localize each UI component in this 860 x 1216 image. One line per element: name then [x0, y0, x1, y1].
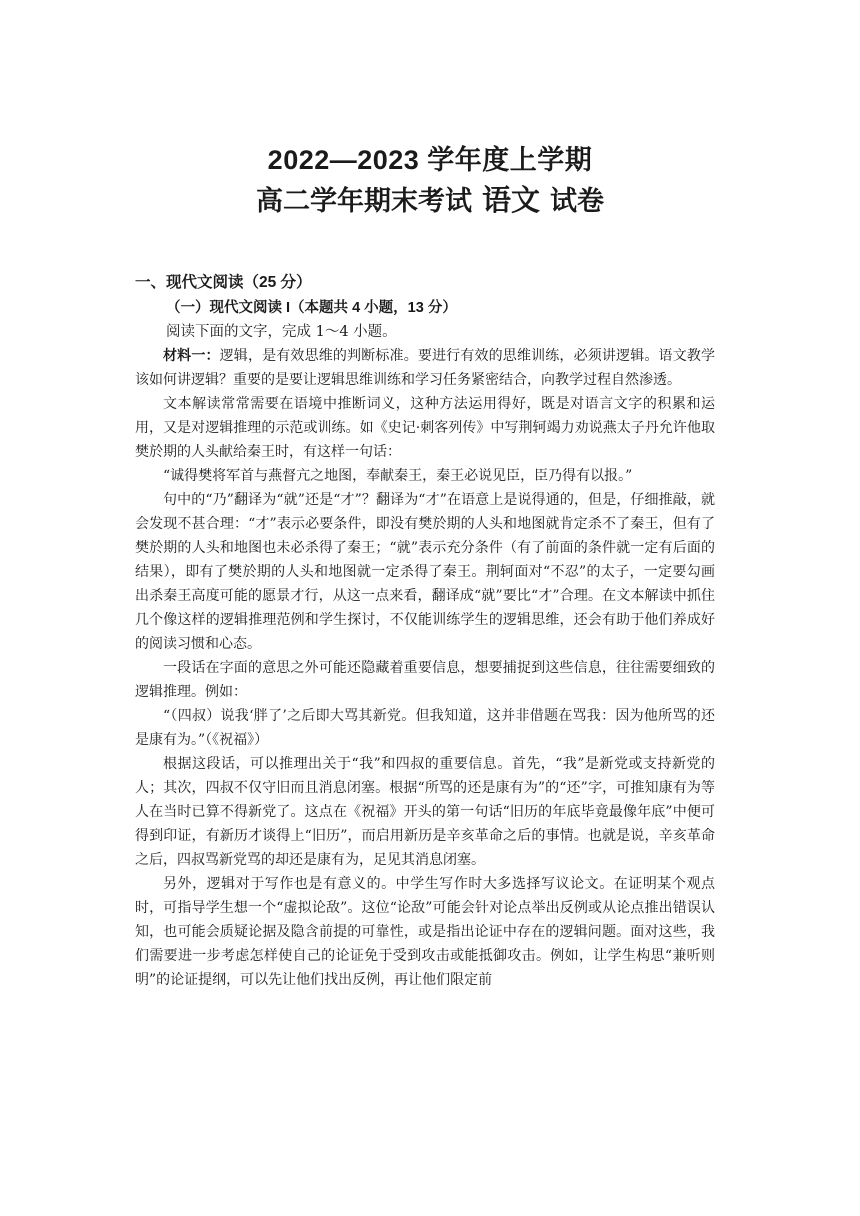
material-label: 材料一： — [163, 348, 220, 364]
paragraph-7: 根据这段话，可以推理出关于“我”和四叔的重要信息。首先，“我”是新党或支持新党的人；其次，四叔不仅守旧而且消息闭塞。根据“所骂的还是康有为”的“还”字，可推知康有为等人在当时已算不得新党了。这点在《祝福》开头的第一句话“旧历的年底毕竟最像年底”中便可得到印证，有新历才谈得上“旧历”，而启用新历是辛亥革命之后的事情。也就是说，辛亥革命之后，四叔骂新党骂的却还是康有为，足见其消息闭塞。 — [135, 756, 715, 868]
reading-instruction: 阅读下面的文字，完成 1～4 小题。 — [166, 324, 397, 340]
section-heading: 一、现代文阅读（25 分） — [135, 274, 312, 291]
paragraph-1 — [135, 344, 715, 392]
paragraph-4: 句中的“乃”翻译为“就”还是“才”？翻译为“才”在语意上是说得通的，但是，仔细推敲，就会发现不甚合理：“才”表示必要条件，即没有樊於期的人头和地图就肯定杀不了秦王，但有了樊於期的人头和地图也未必杀得了秦王；“就”表示充分条件（有了前面的条件就一定有后面的结果），即有了樊於期的人头和地图就一定杀得了秦王。荆轲面对“不忍”的太子，一定要勾画出杀秦王高度可能的愿景才行，从这一点来看，翻译成“就”要比“才”合理。在文本解读中抓住几个像这样的逻辑推理范例和学生探讨，不仅能训练学生的逻辑思维，还会有助于他们养成好的阅读习惯和心态。 — [135, 492, 715, 652]
paragraph-2: 文本解读常常需要在语境中推断词义，这种方法运用得好，既是对语言文字的积累和运用，又是对逻辑推理的示范或训练。如《史记·刺客列传》中写荆轲竭力劝说燕太子丹允许他取樊於期的人头献给秦王时，有这样一句话： — [135, 396, 715, 460]
reading-passage — [135, 344, 715, 992]
exam-title-prefix: 高二学年期末考试 — [255, 186, 472, 216]
exam-title-main — [0, 178, 860, 219]
paragraph-5: 一段话在字面的意思之外可能还隐藏着重要信息，想要捕捉到这些信息，往往需要细致的逻辑推理。例如： — [135, 660, 715, 700]
paragraph-8: 另外，逻辑对于写作也是有意义的。中学生写作时大多选择写议论文。在证明某个观点时，可指导学生想一个“虚拟论敌”。这位“论敌”可能会针对论点举出反例或从论点推出错误认知，也可能会质疑论据及隐含前提的可靠性，或是指出论证中存在的逻辑问题。面对这些，我们需要进一步考虑怎样使自己的论证免于受到攻击或能抵御攻击。例如，让学生构思“兼听则明”的论证提纲，可以先让他们找出反例，再让他们限定前 — [135, 876, 715, 988]
exam-subject: 语文 — [481, 183, 540, 217]
exam-title-term: 2022—2023 学年度上学期 — [267, 145, 593, 175]
quotation-shiji: “诚得樊将军首与燕督亢之地图，奉献秦王，秦王必说见臣，臣乃得有以报。” — [163, 468, 633, 484]
subsection-heading: （一）现代文阅读 I（本题共 4 小题，13 分） — [166, 300, 457, 316]
paragraph-1-text: 逻辑，是有效思维的判断标准。要进行有效的思维训练，必须讲逻辑。语文教学该如何讲逻辑？重要的是要让逻辑思维训练和学习任务紧密结合，向教学过程自然渗透。 — [135, 348, 716, 388]
quotation-zhufu: “（四叔）说我‘胖了’之后即大骂其新党。但我知道，这并非借题在骂我：因为他所骂的还是康有为。”（《祝福》） — [135, 708, 715, 748]
exam-title-suffix: 试卷 — [550, 186, 604, 216]
